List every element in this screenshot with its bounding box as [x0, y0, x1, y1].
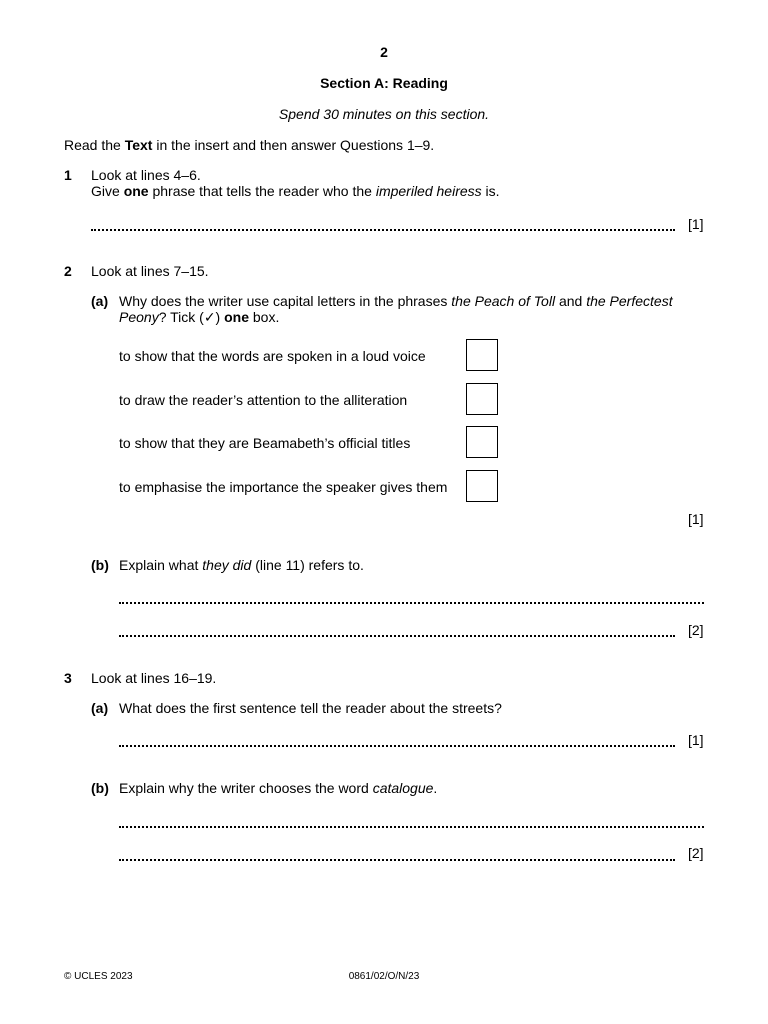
q2a-mark: [1] [688, 511, 704, 527]
q1-text-pre: Give [91, 183, 124, 199]
q3b-question [119, 780, 437, 797]
q3b-mark: [2] [688, 845, 704, 861]
q2b-text-ital: they did [202, 557, 252, 573]
q2a-text-ital-1: the Peach of Toll [451, 293, 556, 309]
q2b-question [119, 557, 364, 574]
q2a-text-post: box. [249, 309, 280, 325]
footer-code: 0861/02/O/N/23 [348, 971, 420, 982]
q2b-label: (b) [91, 557, 109, 573]
question-1-line-1: Look at lines 4–6. [91, 167, 201, 183]
intro-text-pre: Read the [64, 137, 125, 153]
q2a-question-line-2 [119, 309, 279, 326]
q3b-answer-line-1[interactable] [119, 826, 704, 828]
q2a-option-1-label: to show that the words are spoken in a loud voice [119, 348, 426, 364]
footer-copyright: © UCLES 2023 [64, 971, 133, 982]
q3a-answer-line[interactable] [119, 745, 675, 747]
q2a-text-ital-2: the Perfectest [586, 293, 673, 309]
q2a-option-2-tick-box[interactable] [466, 383, 498, 415]
question-2-intro: Look at lines 7–15. [91, 263, 209, 279]
question-3-intro: Look at lines 16–19. [91, 670, 217, 686]
q2b-text-pre: Explain what [119, 557, 203, 573]
q3b-answer-line-2[interactable] [119, 859, 675, 861]
q2a-label: (a) [91, 293, 109, 309]
q2b-text-post: (line 11) refers to. [251, 557, 364, 573]
q3a-label: (a) [91, 700, 109, 716]
q1-mark: [1] [688, 216, 704, 232]
q2a-option-2-label: to draw the reader’s attention to the alliteration [119, 392, 408, 408]
q2a-option-3-tick-box[interactable] [466, 426, 498, 458]
q2a-option-4-tick-box[interactable] [466, 470, 498, 502]
question-1-line-2 [91, 183, 500, 200]
intro-instruction [64, 137, 434, 154]
q1-text-ital: imperiled heiress [375, 183, 482, 199]
q2b-mark: [2] [688, 622, 704, 638]
section-instruction: Spend 30 minutes on this section. [278, 106, 490, 122]
q3a-mark: [1] [688, 732, 704, 748]
q3b-text-post: . [433, 780, 438, 796]
intro-text-bold: Text [124, 137, 153, 153]
q2a-text-pre: Why does the writer use capital letters in the phrases [119, 293, 452, 309]
intro-text-post: in the insert and then answer Questions 1–9. [152, 137, 435, 153]
question-1-number: 1 [64, 167, 72, 183]
q3a-question: What does the first sentence tell the reader about the streets? [119, 700, 502, 716]
q2a-text-bold: one [224, 309, 249, 325]
q3b-label: (b) [91, 780, 109, 796]
q2a-option-4-label: to emphasise the importance the speaker gives them [119, 479, 448, 495]
page-number: 2 [380, 44, 388, 60]
q2a-option-1-tick-box[interactable] [466, 339, 498, 371]
q2b-answer-line-1[interactable] [119, 602, 704, 604]
q2a-option-3-label: to show that they are Beamabeth’s official titles [119, 435, 411, 451]
question-2-number: 2 [64, 263, 72, 279]
q2a-text-tick: ? Tick (✓) [158, 309, 225, 325]
q1-text-bold: one [123, 183, 149, 199]
q2a-text-ital-3: Peony [119, 309, 159, 325]
section-title: Section A: Reading [320, 75, 448, 91]
q2b-answer-line-2[interactable] [119, 635, 675, 637]
q2a-text-mid: and [555, 293, 587, 309]
question-3-number: 3 [64, 670, 72, 686]
q2a-question-line-1 [119, 293, 704, 310]
q1-text-post: is. [481, 183, 500, 199]
q3b-text-ital: catalogue [372, 780, 434, 796]
q3b-text-pre: Explain why the writer chooses the word [119, 780, 373, 796]
q1-answer-line[interactable] [91, 229, 675, 231]
q1-text-mid: phrase that tells the reader who the [148, 183, 376, 199]
